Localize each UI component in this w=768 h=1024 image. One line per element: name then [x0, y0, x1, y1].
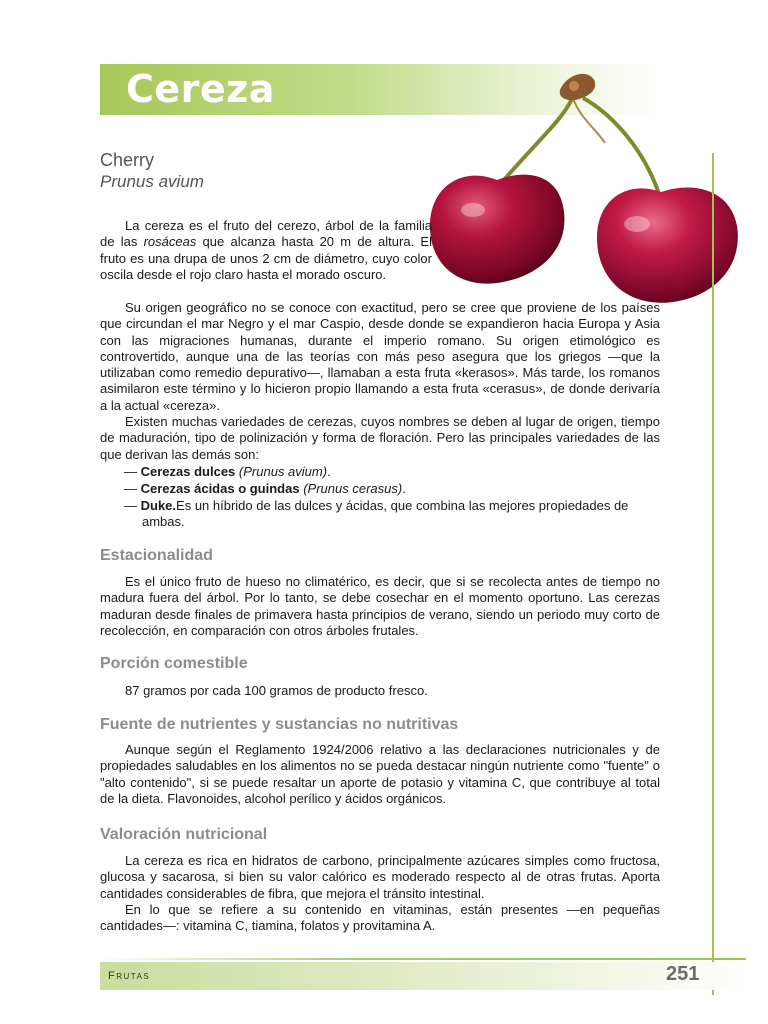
footer-section-label: Frutas: [108, 970, 151, 982]
intro-paragraph-1: La cereza es el fruto del cerezo, árbol de la familia de las rosáceas que alcanza hasta 20 m de altura. El fruto es una drupa de unos 2 cm de diámetro, cuyo color oscila desde el rojo claro hasta el morado oscuro.: [100, 218, 432, 282]
scientific-name: Prunus avium: [100, 172, 204, 191]
intro-paragraph-3: Existen muchas variedades de cerezas, cuyos nombres se deben al lugar de origen, tiempo de maduración, tipo de polinización y forma de floración. Pero las principales variedades de las que derivan las demás son:: [100, 414, 660, 462]
section-paragraph: Aunque según el Reglamento 1924/2006 relativo a las declaraciones nutricionales y de propiedades saludables en los alimentos no se pueda destacar ningún nutriente como "fuente" o "alto contenido", si se puede resaltar un aporte de potasio y vitamina C, que contribuye al total de la dieta. Flavonoides, alcohol perílico y ácidos orgánicos.: [100, 742, 660, 806]
cherries-image: [425, 68, 745, 318]
list-item: — Cerezas ácidas o guindas (Prunus cerasus).: [124, 481, 406, 496]
section-paragraph: La cereza es rica en hidratos de carbono, principalmente azúcares simples como fructosa, glucosa y sacarosa, si bien su valor calórico es moderado respecto al de otras frutas. Aporta cantidades considerables de fibra, que mejora el tránsito intestinal.: [100, 853, 660, 901]
margin-rule: [712, 153, 714, 995]
section-heading: Fuente de nutrientes y sustancias no nutritivas: [100, 716, 459, 733]
page-number: 251: [666, 963, 700, 985]
section-paragraph: Es el único fruto de hueso no climatérico, es decir, que si se recolecta antes de tiempo no madura fuera del árbol. Por lo tanto, se debe cosechar en el momento oportuno. Las cerezas maduran desde finales de primavera hasta principios de verano, siendo un periodo muy corto de recolección, en comparación con otros árboles frutales.: [100, 574, 660, 638]
section-heading: Valoración nutricional: [100, 826, 268, 843]
section-paragraph: En lo que se refiere a su contenido en vitaminas, están presentes —en pequeñas cantidades—: vitamina C, tiamina, folatos y provitamina A.: [100, 902, 660, 934]
section-heading: Estacionalidad: [100, 547, 213, 564]
footer-rule: [100, 958, 746, 960]
footer-bar: [100, 962, 746, 990]
common-name: Cherry: [100, 150, 155, 170]
list-item: — Duke.Es un híbrido de las dulces y ácidas, que combina las mejores propiedades de ambas.: [124, 498, 629, 530]
page-title: Cereza: [126, 67, 275, 111]
intro-paragraph-2: Su origen geográfico no se conoce con exactitud, pero se cree que proviene de los países que circundan el mar Negro y el mar Caspio, desde donde se expandieron hacia Europa y Asia con las migraciones humanas, durante el imperio romano. Su origen etimológico es controvertido, aunque una de las teorías con más peso asegura que los griegos —que la utilizaban como remedio depurativo—, llamaban a esta fruta «kerasos». Más tarde, los romanos asimilaron este término y lo hicieron propio llamando a esta fruta «cerasus», de donde derivaría a la actual «cereza».: [100, 300, 660, 413]
section-paragraph: 87 gramos por cada 100 gramos de producto fresco.: [125, 683, 428, 698]
list-item: — Cerezas dulces (Prunus avium).: [124, 464, 331, 479]
section-heading: Porción comestible: [100, 655, 248, 672]
